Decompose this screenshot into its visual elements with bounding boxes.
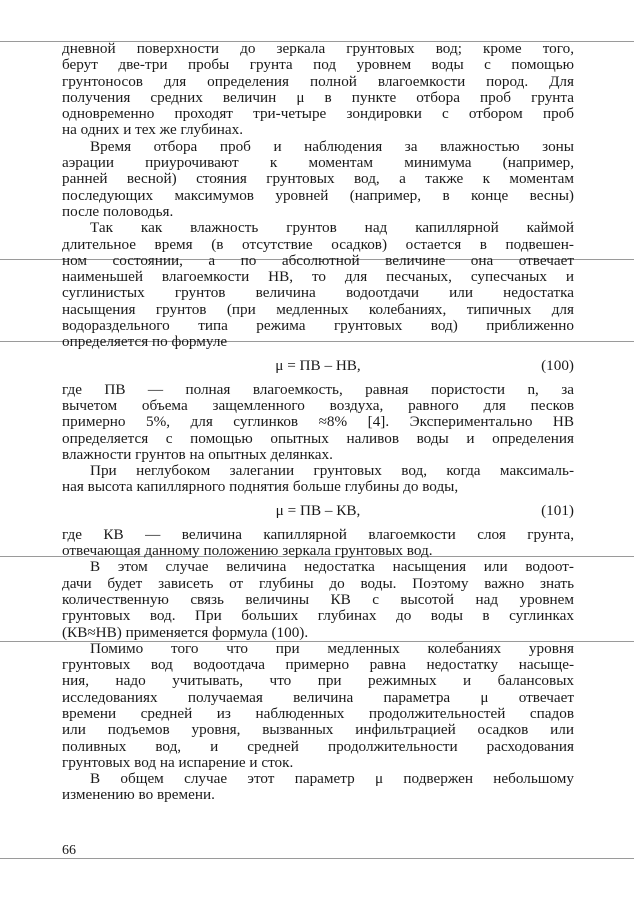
text-line: исследованиях получаемая величина параметра μ отвечает <box>62 688 574 706</box>
text-line: ранней весной) стояния грунтовых вод, а также к моментам <box>62 170 574 188</box>
text-line: определяется по формуле <box>62 333 228 351</box>
text-line: суглинистых грунтов величина водоотдачи или недостатка <box>62 284 574 302</box>
paragraph <box>62 527 574 560</box>
text-line: где КВ — величина капиллярной влагоемкости слоя грунта, <box>62 525 574 543</box>
text-line: грунтовых вод. При больших глубинах до воды в суглинках <box>62 607 574 625</box>
text-line: изменению во времени. <box>62 786 215 804</box>
text-line: ном состоянии, а по абсолютной величине она отвечает <box>62 251 574 269</box>
formula-101 <box>62 501 574 523</box>
text-line: грунтовых вод на испарение и сток. <box>62 753 294 771</box>
text-line: При неглубоком залегании грунтовых вод, когда максималь- <box>90 462 574 480</box>
text-line: дачи будет зависеть от глубины до воды. Поэтому важно знать <box>62 574 574 592</box>
formula-number: (101) <box>541 501 574 519</box>
scan-rule <box>0 858 634 859</box>
formula-expression: μ = ПВ – КВ, <box>275 501 361 519</box>
text-line: отвечающая данному положению зеркала грунтовых вод. <box>62 542 433 560</box>
text-line: грунтоносов для определения полной влагоемкости пород. Для <box>62 72 574 90</box>
page-body <box>62 41 574 804</box>
formula-expression: μ = ПВ – НВ, <box>275 356 361 374</box>
paragraph <box>62 139 574 220</box>
text-line: на одних и тех же глубинах. <box>62 121 244 139</box>
text-line: влажности грунтов на опытных делянках. <box>62 445 333 463</box>
text-line: Время отбора проб и наблюдения за влажностью зоны <box>90 137 574 155</box>
text-line: вычетом объема защемленного воздуха, равного для песков <box>62 396 574 414</box>
text-line: В общем случае этот параметр μ подвержен небольшому <box>90 770 574 788</box>
text-line: примерно 5%, для суглинков ≈8% [4]. Экспериментально НВ <box>62 413 574 431</box>
text-line: ния, надо учитывать, что при режимных и балансовых <box>62 672 574 690</box>
text-line: грунтовых вод водоотдача примерно равна недостатку насыще- <box>62 656 574 674</box>
text-line: времени средней из наблюденных продолжительностей спадов <box>62 704 574 722</box>
text-line: поливных вод, и средней продолжительности расходования <box>62 737 574 755</box>
text-line: одновременно проходят три-четыре зондировки с отбором проб <box>62 105 574 123</box>
text-line: где ПВ — полная влагоемкость, равная пористости n, за <box>62 380 574 398</box>
text-line: количественную связь величины КВ с высотой над уровнем <box>62 590 574 608</box>
formula-number: (100) <box>541 356 574 374</box>
text-line: берут две-три пробы грунта под уровнем воды с помощью <box>62 56 574 74</box>
paragraph <box>62 220 574 350</box>
text-line: получения средних величин μ в пункте отбора проб грунта <box>62 88 574 106</box>
page-number: 66 <box>62 843 76 858</box>
text-line: Помимо того что при медленных колебаниях уровня <box>90 639 574 657</box>
paragraph <box>62 559 574 640</box>
text-line: дневной поверхности до зеркала грунтовых вод; кроме того, <box>62 40 574 57</box>
text-line: аэрации приурочивают к моментам минимума (например, <box>62 154 574 172</box>
paragraph <box>62 41 574 139</box>
paragraph <box>62 463 574 496</box>
text-line: длительное время (в отсутствие осадков) остается в подвешен- <box>62 235 574 253</box>
text-line: определяется с помощью опытных наливов воды и определения <box>62 429 574 447</box>
paragraph <box>62 382 574 463</box>
text-line: наименьшей влагоемкости НВ, то для песчаных, супесчаных и <box>62 268 574 286</box>
text-line: или подъемов уровня, вызванных инфильтрацией осадков или <box>62 721 574 739</box>
text-line: В этом случае величина недостатка насыщения или водоот- <box>90 558 574 576</box>
text-line: водораздельного типа режима грунтовых вод) приближенно <box>62 317 574 335</box>
text-line: насыщения грунтов (при медленных колебаниях, типичных для <box>62 300 574 318</box>
text-line: Так как влажность грунтов над капиллярной каймой <box>90 219 574 237</box>
text-line: (КВ≈НВ) применяется формула (100). <box>62 623 309 641</box>
text-line: последующих максимумов уровней (например, в конце весны) <box>62 186 574 204</box>
formula-100 <box>62 356 574 378</box>
paragraph <box>62 771 574 804</box>
text-line: после половодья. <box>62 202 174 220</box>
paragraph <box>62 641 574 771</box>
text-line: ная высота капиллярного поднятия больше глубины до воды, <box>62 478 459 496</box>
